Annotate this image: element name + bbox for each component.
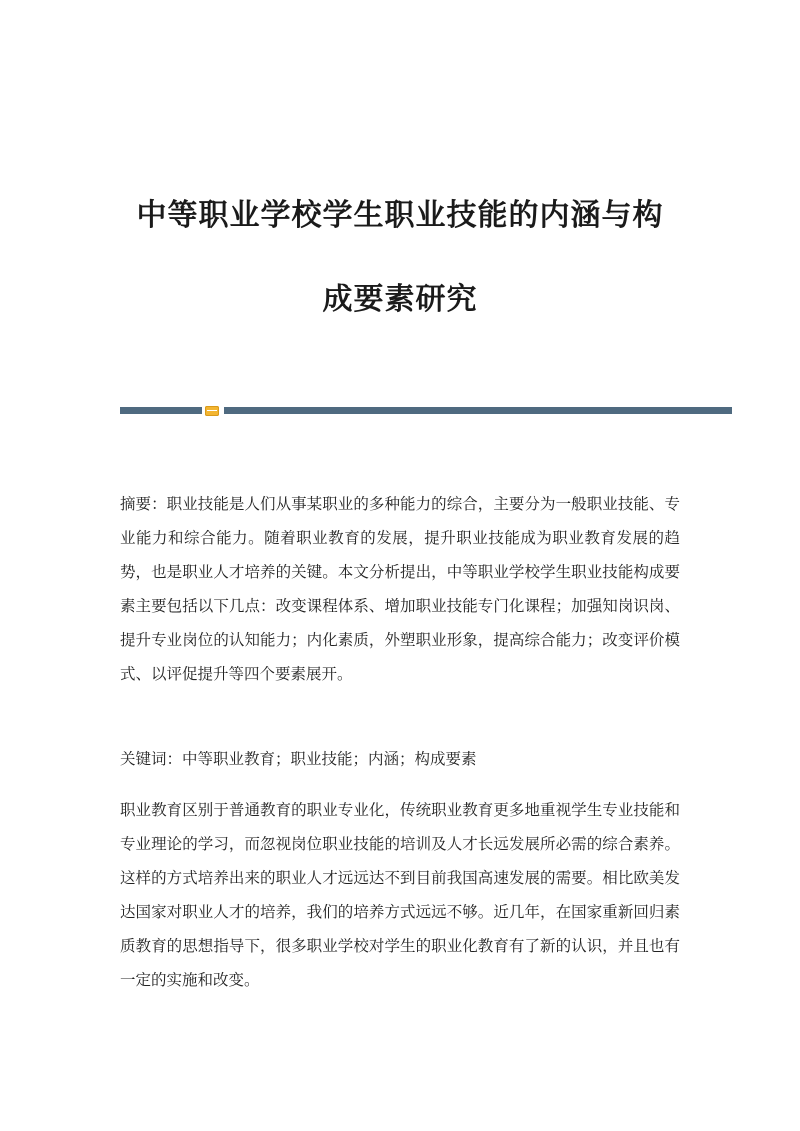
document-title-line-2: 成要素研究 [322,282,478,317]
document-title-line-1: 中等职业学校学生职业技能的内涵与构 [136,198,664,233]
title-divider-left [120,407,202,414]
abstract-paragraph: 摘要：职业技能是人们从事某职业的多种能力的综合，主要分为一般职业技能、专业能力和综合能力。随着职业教育的发展，提升职业技能成为职业教育发展的趋势，也是职业人才培养的关键。本文分析提出，中等职业学校学生职业技能构成要素主要包括以下几点：改变课程体系、增加职业技能专门化课程；加强知岗识岗、提升专业岗位的认知能力；内化素质，外塑职业形象，提高综合能力；改变评价模式、以评促提升等四个要素展开。 [120,495,680,683]
keywords-line: 关键词：中等职业教育；职业技能；内涵；构成要素 [120,750,477,768]
body-paragraph: 职业教育区别于普通教育的职业专业化，传统职业教育更多地重视学生专业技能和专业理论的学习，而忽视岗位职业技能的培训及人才长远发展所必需的综合素养。这样的方式培养出来的职业人才远远达不到目前我国高速发展的需要。相比欧美发达国家对职业人才的培养，我们的培养方式远远不够。近几年，在国家重新回归素质教育的思想指导下，很多职业学校对学生的职业化教育有了新的认识，并且也有一定的实施和改变。 [120,801,680,989]
title-divider-right [224,407,732,414]
divider-badge-icon [205,406,219,416]
